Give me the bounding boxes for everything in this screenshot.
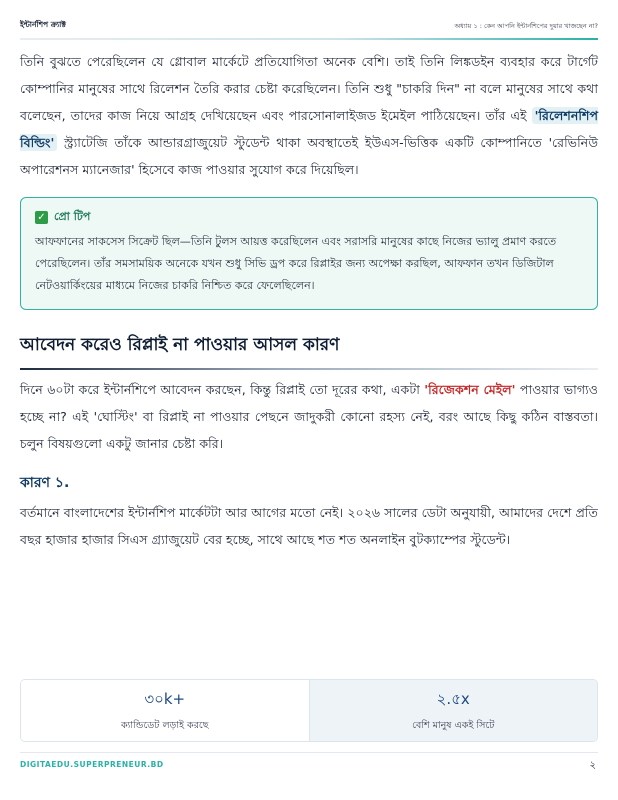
page-number: ২ (589, 760, 596, 771)
intro-text-end: স্ট্র্যাটেজি তাঁকে আন্ডারগ্রাজুয়েট স্টুডেন্ট থাকা অবস্থাতেই ইউএস-ভিত্তিক একটি কোম্পানিতে 'রেভিনিউ অপারেশনস ম্যানেজার' হিসেবে কাজ পাওয়ার সুযোগ করে দিয়েছিল। (20, 135, 598, 177)
stat-candidates (21, 680, 309, 741)
header-brand: ইন্টার্নশিপ ক্র্যাক্ট (20, 20, 66, 29)
footer-divider (20, 752, 598, 753)
section-paragraph (20, 376, 598, 457)
relationship-building-highlight: 'রিলেশনশিপ বিল্ডিং' (20, 108, 598, 150)
section-heading-divider (20, 368, 598, 370)
section-text-start: দিনে ৬০টা করে ইন্টার্নশিপে আবেদন করছেন, কিন্তু রিপ্লাই তো দূরের কথা, একটা (20, 381, 425, 397)
stat-value: ২.৫x (436, 689, 470, 708)
pro-tip-title: প্রো টিপ (54, 210, 91, 223)
intro-text-start: তিনি বুঝতে পেরেছিলেন যে গ্লোবাল মার্কেটে প্রতিযোগিতা অনেক বেশি। তাই তিনি লিঙ্কডইন ব্যবহার করে টার্গেট কোম্পানির মানুষের সাথে রিলেশন তৈরি করার চেষ্টা করেছিলেন। তিনি শুধু "চাকরি দিন" না বলে মানুষের সাথে কথা বলেছেন, তাদের কাজ নিয়ে আগ্রহ দেখিয়েছেন এবং পারসোনালাইজড ইমেইল পাঠিয়েছেন। তাঁর এই (20, 54, 598, 123)
reason-paragraph: বর্তমানে বাংলাদেশের ইন্টার্নশিপ মার্কেটটা আর আগের মতো নেই। ২০২৬ সালের ডেটা অনুযায়ী, আমাদের দেশে প্রতি বছর হাজার হাজার সিএস গ্র্যাজুয়েট বের হচ্ছে, সাথে আছে শত শত অনলাইন বুটক্যাম্পের স্টুডেন্ট। (20, 504, 598, 547)
pro-tip-text: আফফানের সাকসেস সিক্রেট ছিল—তিনি টুলস আয়ত্ত করেছিলেন এবং সরাসরি মানুষের কাছে নিজের ভ্যালু প্রমাণ করতে পেরেছিলেন। তাঁর সমসাময়িক অনেকে যখন শুধু সিভি ড্রপ করে রিপ্লাইর জন্য অপেক্ষা করছিল, আফফান তখন ডিজিটাল নেটওয়ার্কিংয়ের মাধ্যমে নিজের চাকরি নিশ্চিত করে ফেলেছিলেন। (35, 235, 557, 292)
header-divider (20, 38, 598, 40)
header-chapter-title: অধ্যায় ১ : কেন আপনি ইন্টার্নশিপের দুয়ার খাজছেন না? (454, 21, 598, 30)
reason-heading: কারণ ১. (20, 474, 70, 491)
check-icon: ✓ (35, 211, 48, 224)
page-header (20, 16, 598, 36)
footer-website: DIGITAEDU.SUPERPRENEUR.BD (20, 760, 164, 769)
stat-label: ক্যান্ডিডেট লড়াই করছে (121, 719, 209, 731)
intro-paragraph (20, 48, 598, 183)
section-text-end: পাওয়ার ভাগ্যও হচ্ছে না? এই 'ঘোস্টিং' বা রিপ্লাই না পাওয়ার পেছনে জাদুকরী কোনো রহস্য নেই, বরং আছে কিছু কঠিন বাস্তবতা। চলুন বিষয়গুলো একটু জানার চেষ্টা করি। (20, 381, 598, 451)
section-heading: আবেদন করেও রিপ্লাই না পাওয়ার আসল কারণ (20, 335, 340, 355)
pro-tip-box (20, 197, 598, 310)
stat-value: ৩০k+ (144, 689, 186, 708)
pro-tip-header (35, 208, 583, 227)
stat-ratio (309, 680, 598, 741)
rejection-mail-highlight: 'রিজেকশন মেইল' (424, 381, 516, 397)
stat-label: বেশি মানুষ একই সিটে (412, 719, 495, 731)
stats-panel (20, 679, 598, 742)
page-content (20, 48, 598, 553)
